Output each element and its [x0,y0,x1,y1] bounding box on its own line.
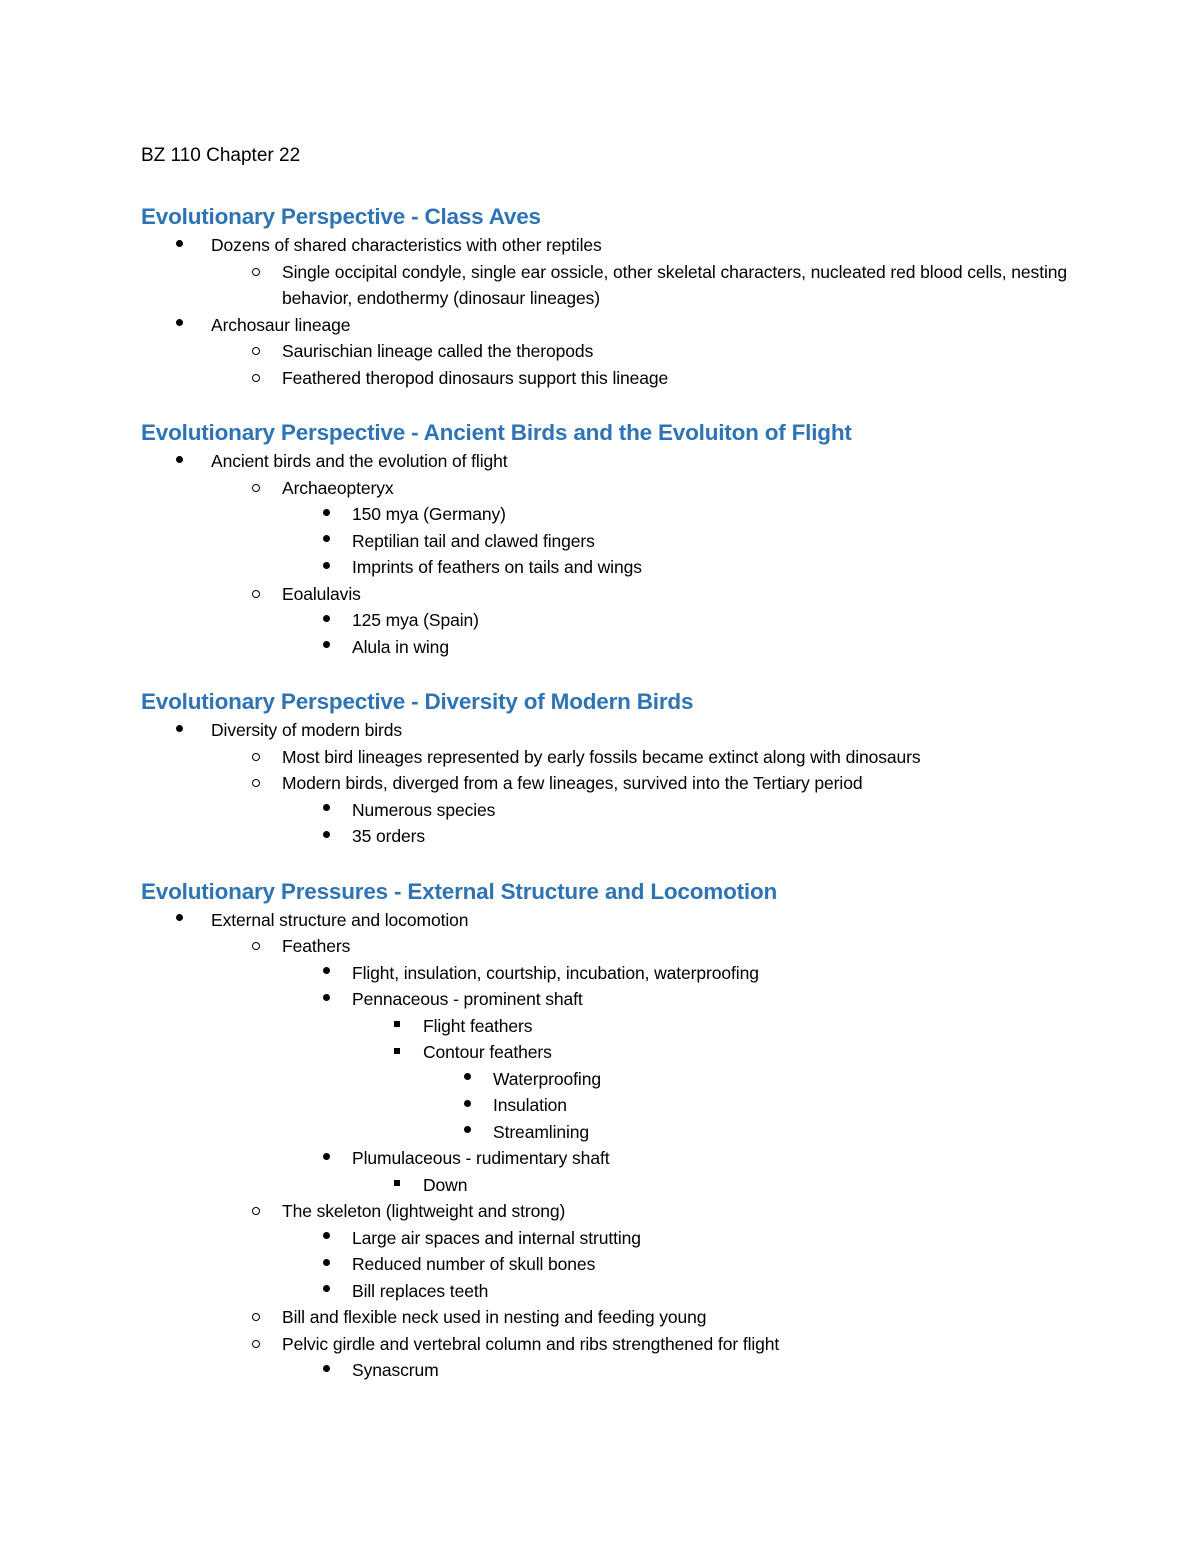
list-item [141,1145,1081,1198]
bullet-circle-icon [252,590,260,598]
list-item-text: Reptilian tail and clawed fingers [352,530,595,551]
bullet-marker [457,1119,477,1146]
list-item-row [141,1039,1081,1066]
bullet-list-level-3 [141,1225,1081,1305]
list-item-text: Archosaur lineage [211,314,351,335]
section-heading: Evolutionary Perspective - Ancient Birds and the Evoluiton of Flight [141,420,852,445]
document-body [141,141,1081,1384]
bullet-marker [246,933,266,960]
list-item [141,1119,1081,1146]
list-item [141,312,1081,392]
list-item-row [141,1145,1081,1172]
bullet-marker [316,501,336,528]
bullet-marker [246,365,266,392]
list-item [141,232,1081,312]
bullet-marker [316,1251,336,1278]
list-item-text: Bill replaces teeth [352,1280,489,1301]
bullet-dot-icon [323,562,330,569]
bullet-list-level-2 [141,475,1081,661]
list-item-row [141,554,1081,581]
list-item-row [141,1092,1081,1119]
document-title: BZ 110 Chapter 22 [141,145,301,166]
list-item-text: 35 orders [352,826,426,846]
list-item-text: Diversity of modern birds [211,720,403,740]
bullet-dot-icon [464,1126,471,1133]
list-item [141,823,1081,850]
bullet-marker [246,581,266,608]
list-item [141,365,1081,392]
section-heading: Evolutionary Pressures - External Structure and Locomotion [141,878,778,904]
list-item [141,475,1081,581]
bullet-circle-icon [252,1313,260,1321]
list-item-row [141,232,1081,259]
list-item-row [141,1251,1081,1278]
list-item-text: The skeleton (lightweight and strong) [282,1201,566,1221]
list-item-row [141,581,1081,608]
list-item-row [141,1013,1081,1040]
list-item-row [141,1225,1081,1252]
bullet-list-level-2 [141,744,1081,850]
list-item [141,1304,1081,1331]
list-item-row [141,797,1081,824]
bullet-square-icon [394,1021,400,1027]
bullet-marker [457,1066,477,1093]
list-item-text: Most bird lineages represented by early fossils became extinct along with dinosaurs [282,746,921,767]
bullet-dot-icon [464,1073,471,1080]
list-item-text: Contour feathers [423,1042,552,1062]
bullet-list-level-3 [141,607,1081,660]
bullet-marker [387,1013,407,1040]
bullet-marker [316,797,336,824]
bullet-circle-icon [252,779,260,787]
list-item [141,1198,1081,1304]
bullet-marker [316,1145,336,1172]
bullet-dot-icon [176,914,183,921]
bullet-list-level-3 [141,960,1081,1199]
bullet-marker [316,1225,336,1252]
list-item-text: Down [423,1174,468,1195]
list-item-row [141,448,1081,475]
bullet-marker [316,1357,336,1384]
list-item [141,634,1081,661]
list-item-text: Large air spaces and internal strutting [352,1227,641,1248]
bullet-marker [246,770,266,797]
section-heading: Evolutionary Perspective - Class Aves [141,204,541,229]
bullet-marker [246,259,266,286]
bullet-circle-icon [252,1207,260,1215]
bullet-list-level-2 [141,933,1081,1384]
bullet-list-level-1 [141,448,1081,660]
list-item-row [141,1198,1081,1225]
list-item-row [141,907,1081,934]
section [141,418,1081,660]
bullet-list-level-1 [141,717,1081,850]
list-item [141,744,1081,771]
bullet-marker [246,338,266,365]
list-item-text: Plumulaceous - rudimentary shaft [352,1148,610,1168]
bullet-dot-icon [323,1232,330,1239]
list-item-row [141,717,1081,744]
list-item [141,797,1081,824]
list-item-row [141,1278,1081,1305]
bullet-marker [316,823,336,850]
list-item [141,717,1081,850]
sections-container [141,202,1081,1384]
list-item-text: 150 mya (Germany) [352,504,506,524]
list-item [141,1092,1081,1119]
list-item-text: Saurischian lineage called the theropods [282,341,594,361]
list-item-text: Flight, insulation, courtship, incubation, waterproofing [352,962,759,983]
list-item [141,770,1081,850]
bullet-dot-icon [176,240,183,247]
list-item-row [141,528,1081,555]
bullet-marker [316,1278,336,1305]
bullet-dot-icon [323,509,330,516]
list-item-row [141,475,1081,502]
bullet-dot-icon [323,615,330,622]
list-item [141,1225,1081,1252]
list-item [141,1331,1081,1384]
bullet-list-level-1 [141,232,1081,391]
bullet-circle-icon [252,1340,260,1348]
bullet-circle-icon [252,347,260,355]
bullet-marker [246,1304,266,1331]
bullet-dot-icon [323,1259,330,1266]
list-item-text: Feathered theropod dinosaurs support this lineage [282,367,669,388]
bullet-dot-icon [323,535,330,542]
list-item [141,1066,1081,1093]
list-item-text: Archaeopteryx [282,477,394,498]
list-item-text: Imprints of feathers on tails and wings [352,557,642,577]
list-item-text: Single occipital condyle, single ear ossicle, other skeletal characters, nucleated red blood cells, nesting behavior, endothermy (dinosaur lineages) [282,261,1068,308]
list-item [141,1278,1081,1305]
bullet-marker [246,1198,266,1225]
list-item-text: Synascrum [352,1360,439,1380]
bullet-list-level-3 [141,797,1081,850]
bullet-dot-icon [323,1153,330,1160]
list-item-row [141,1119,1081,1146]
bullet-marker [169,717,189,744]
bullet-list-level-2 [141,338,1081,391]
bullet-marker [169,448,189,475]
bullet-dot-icon [323,1285,330,1292]
bullet-marker [316,607,336,634]
list-item-row [141,770,1081,797]
list-item-text: Streamlining [493,1121,590,1142]
list-item [141,554,1081,581]
list-item-text: Pennaceous - prominent shaft [352,989,583,1009]
bullet-circle-icon [252,942,260,950]
list-item [141,528,1081,555]
list-item [141,607,1081,634]
bullet-square-icon [394,1048,400,1054]
section [141,877,1081,1384]
bullet-dot-icon [323,831,330,838]
list-item [141,1172,1081,1199]
bullet-marker [316,634,336,661]
list-item [141,448,1081,660]
bullet-marker [316,554,336,581]
bullet-list-level-4 [141,1013,1081,1146]
list-item-row [141,1304,1081,1331]
bullet-marker [316,960,336,987]
list-item [141,986,1081,1145]
list-item-row [141,312,1081,339]
bullet-dot-icon [323,641,330,648]
bullet-list-level-3 [141,1357,1081,1384]
list-item-text: Feathers [282,936,351,956]
bullet-marker [316,986,336,1013]
bullet-dot-icon [464,1100,471,1107]
list-item-text: External structure and locomotion [211,909,469,930]
bullet-marker [169,907,189,934]
bullet-marker [387,1172,407,1199]
bullet-marker [169,232,189,259]
list-item-row [141,960,1081,987]
list-item-text: Insulation [493,1095,567,1115]
bullet-dot-icon [323,967,330,974]
bullet-marker [457,1092,477,1119]
list-item-text: Reduced number of skull bones [352,1254,596,1274]
list-item-row [141,501,1081,528]
bullet-marker [246,1331,266,1358]
bullet-marker [169,312,189,339]
list-item [141,960,1081,987]
list-item-text: Eoalulavis [282,583,361,604]
bullet-circle-icon [252,753,260,761]
bullet-marker [316,528,336,555]
bullet-dot-icon [176,319,183,326]
list-item-text: Bill and flexible neck used in nesting and feeding young [282,1307,707,1327]
list-item [141,338,1081,365]
list-item [141,1013,1081,1040]
list-item-row [141,259,1081,312]
section-heading: Evolutionary Perspective - Diversity of Modern Birds [141,689,694,714]
list-item [141,933,1081,1198]
bullet-marker [246,744,266,771]
list-item-text: Alula in wing [352,636,449,657]
list-item [141,907,1081,1384]
bullet-dot-icon [176,456,183,463]
bullet-list-level-4 [141,1172,1081,1199]
bullet-list-level-2 [141,259,1081,312]
bullet-list-level-3 [141,501,1081,581]
section [141,687,1081,850]
list-item-text: 125 mya (Spain) [352,610,479,630]
list-item-row [141,744,1081,771]
section [141,202,1081,391]
list-item-row [141,338,1081,365]
list-item-row [141,607,1081,634]
bullet-circle-icon [252,484,260,492]
bullet-list-level-5 [141,1066,1081,1146]
list-item [141,1039,1081,1145]
bullet-circle-icon [252,374,260,382]
bullet-list-level-1 [141,907,1081,1384]
bullet-square-icon [394,1180,400,1186]
list-item [141,581,1081,661]
bullet-dot-icon [323,804,330,811]
list-item [141,501,1081,528]
list-item-text: Ancient birds and the evolution of flight [211,451,508,471]
list-item-row [141,1331,1081,1358]
list-item-text: Pelvic girdle and vertebral column and ribs strengthened for flight [282,1333,780,1354]
list-item-row [141,933,1081,960]
list-item-row [141,1172,1081,1199]
list-item-row [141,823,1081,850]
bullet-dot-icon [323,1365,330,1372]
bullet-circle-icon [252,268,260,276]
bullet-marker [246,475,266,502]
list-item-text: Modern birds, diverged from a few lineages, survived into the Tertiary period [282,773,863,793]
list-item-text: Flight feathers [423,1015,533,1036]
list-item-row [141,986,1081,1013]
list-item-row [141,365,1081,392]
list-item-text: Dozens of shared characteristics with other reptiles [211,235,602,255]
list-item [141,259,1081,312]
list-item-text: Waterproofing [493,1068,601,1089]
list-item-row [141,634,1081,661]
list-item-text: Numerous species [352,799,496,820]
bullet-dot-icon [323,994,330,1001]
bullet-marker [387,1039,407,1066]
list-item-row [141,1357,1081,1384]
bullet-dot-icon [176,725,183,732]
list-item [141,1251,1081,1278]
list-item-row [141,1066,1081,1093]
list-item [141,1357,1081,1384]
